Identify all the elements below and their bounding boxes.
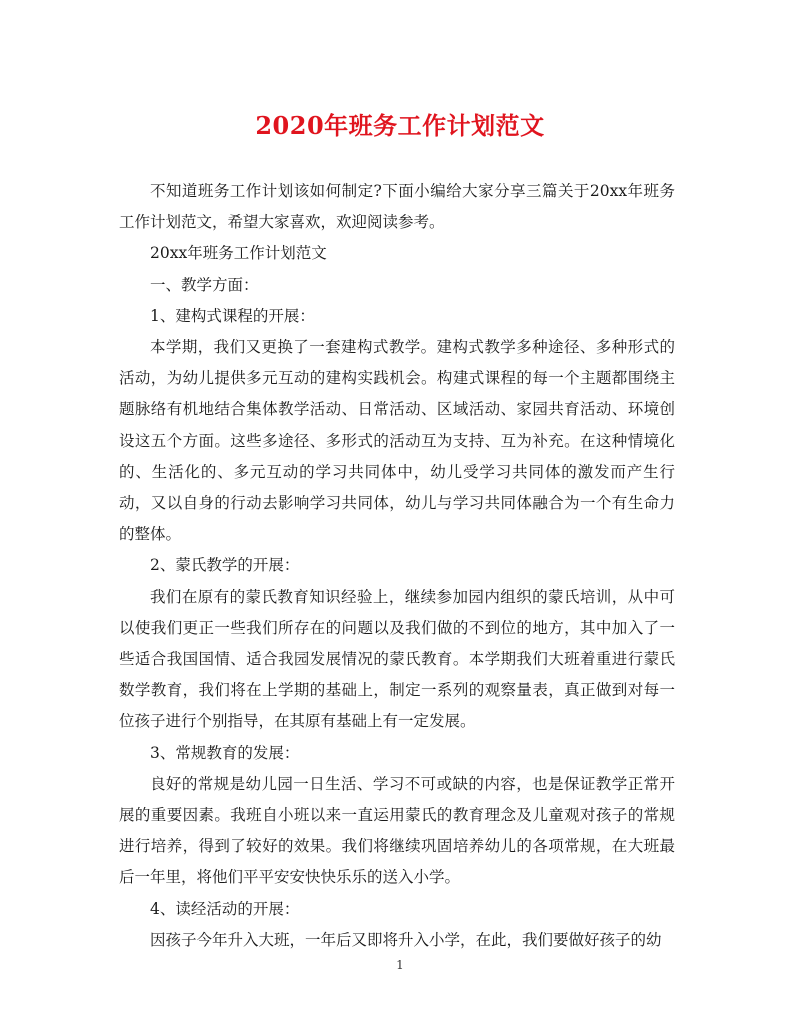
- paragraph-intro: 不知道班务工作计划该如何制定?下面小编给大家分享三篇关于20xx年班务工作计划范文，希望大家喜欢，欢迎阅读参考。: [119, 182, 675, 232]
- subheading-classics-reading: 4、读经活动的开展：: [150, 899, 300, 918]
- paragraph-classics-reading: 因孩子今年升入大班，一年后又即将升入小学，在此，我们要做好孩子的幼: [150, 930, 662, 949]
- paragraph-subtitle: 20xx年班务工作计划范文: [150, 244, 327, 263]
- paragraph-montessori: 我们在原有的蒙氏教育知识经验上，继续参加园内组织的蒙氏培训，从中可以使我们更正一些我们所存在的问题以及我们做的不到位的地方，其中加入了一些适合我国国情、适合我园发展情况的蒙氏教育。本学期我们大班着重进行蒙氏数学教育，我们将在上学期的基础上，制定一系列的观察量表，真正做到对每一位孩子进行个别指导，在其原有基础上有一定发展。: [119, 587, 675, 731]
- document-body: [119, 176, 675, 956]
- subheading-constructive-course: 1、建构式课程的开展：: [150, 306, 315, 325]
- section-heading-teaching: 一、教学方面：: [150, 275, 259, 294]
- subheading-montessori: 2、蒙氏教学的开展：: [150, 556, 300, 575]
- page-number: 1: [396, 958, 404, 972]
- subheading-routine-education: 3、常规教育的发展：: [150, 743, 300, 762]
- paragraph-constructive-course: 本学期，我们又更换了一套建构式教学。建构式教学多种途径、多种形式的活动，为幼儿提供多元互动的建构实践机会。构建式课程的每一个主题都围绕主题脉络有机地结合集体教学活动、日常活动、区域活动、家园共育活动、环境创设这五个方面。这些多途径、多形式的活动互为支持、互为补充。在这种情境化的、生活化的、多元互动的学习共同体中，幼儿受学习共同体的激发而产生行动，又以自身的行动去影响学习共同体，幼儿与学习共同体融合为一个有生命力的整体。: [119, 338, 675, 544]
- document-title: 2020年班务工作计划范文: [255, 111, 545, 140]
- paragraph-routine-education: 良好的常规是幼儿园一日生活、学习不可或缺的内容，也是保证教学正常开展的重要因素。我班自小班以来一直运用蒙氏的教育理念及儿童观对孩子的常规进行培养，得到了较好的效果。我们将继续巩固培养幼儿的各项常规，在大班最后一年里，将他们平平安安快快乐乐的送入小学。: [119, 774, 675, 887]
